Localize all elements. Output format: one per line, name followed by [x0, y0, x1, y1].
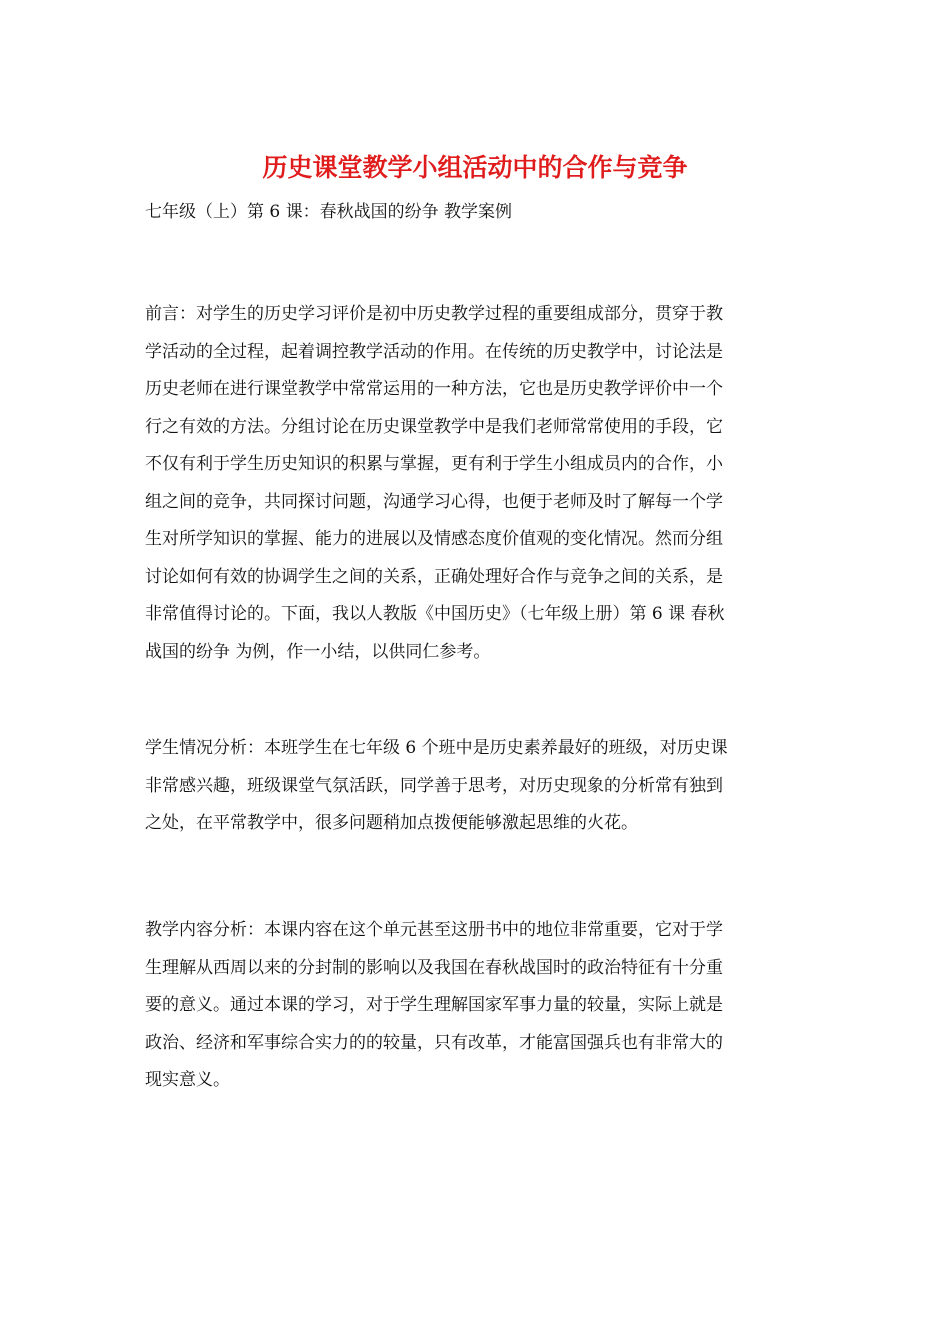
paragraph-line: 非常感兴趣，班级课堂气氛活跃，同学善于思考，对历史现象的分析常有独到 [145, 775, 723, 796]
paragraph-line: 学生情况分析：本班学生在七年级 6 个班中是历史素养最好的班级，对历史课 [145, 738, 728, 758]
document-title: 历史课堂教学小组活动中的合作与竞争 [262, 153, 688, 182]
document-subtitle: 七年级（上）第 6 课：春秋战国的纷争 教学案例 [145, 202, 513, 222]
paragraph-line: 政治、经济和军事综合实力的的较量，只有改革，才能富国强兵也有非常大的 [145, 1032, 723, 1053]
paragraph-line: 学活动的全过程，起着调控教学活动的作用。在传统的历史教学中，讨论法是 [145, 341, 723, 362]
paragraph-line: 要的意义。通过本课的学习，对于学生理解国家军事力量的较量，实际上就是 [145, 995, 723, 1015]
paragraph-line: 生理解从西周以来的分封制的影响以及我国在春秋战国时的政治特征有十分重 [145, 957, 723, 978]
paragraph-line: 教学内容分析：本课内容在这个单元甚至这册书中的地位非常重要，它对于学 [145, 920, 723, 940]
paragraph-preface [145, 296, 815, 671]
paragraph-line: 前言：对学生的历史学习评价是初中历史教学过程的重要组成部分，贯穿于教 [145, 304, 723, 324]
paragraph-student-analysis [145, 730, 815, 843]
paragraph-line: 非常值得讨论的。下面，我以人教版《中国历史》（七年级上册）第 6 课 春秋 [145, 604, 725, 624]
paragraph-line: 历史老师在进行课堂教学中常常运用的一种方法，它也是历史教学评价中一个 [145, 379, 723, 399]
paragraph-line: 战国的纷争 为例，作一小结，以供同仁参考。 [145, 641, 491, 662]
paragraph-content-analysis [145, 912, 815, 1100]
paragraph-line: 现实意义。 [145, 1070, 230, 1090]
paragraph-line: 之处，在平常教学中，很多问题稍加点拨便能够激起思维的火花。 [145, 813, 638, 833]
paragraph-line: 组之间的竞争，共同探讨问题，沟通学习心得，也便于老师及时了解每一个学 [145, 491, 723, 512]
paragraph-line: 不仅有利于学生历史知识的积累与掌握，更有利于学生小组成员内的合作，小 [145, 454, 723, 474]
paragraph-line: 讨论如何有效的协调学生之间的关系，正确处理好合作与竞争之间的关系，是 [145, 566, 723, 587]
paragraph-line: 生对所学知识的掌握、能力的进展以及情感态度价值观的变化情况。然而分组 [145, 529, 723, 549]
paragraph-line: 行之有效的方法。分组讨论在历史课堂教学中是我们老师常常使用的手段，它 [145, 416, 723, 437]
